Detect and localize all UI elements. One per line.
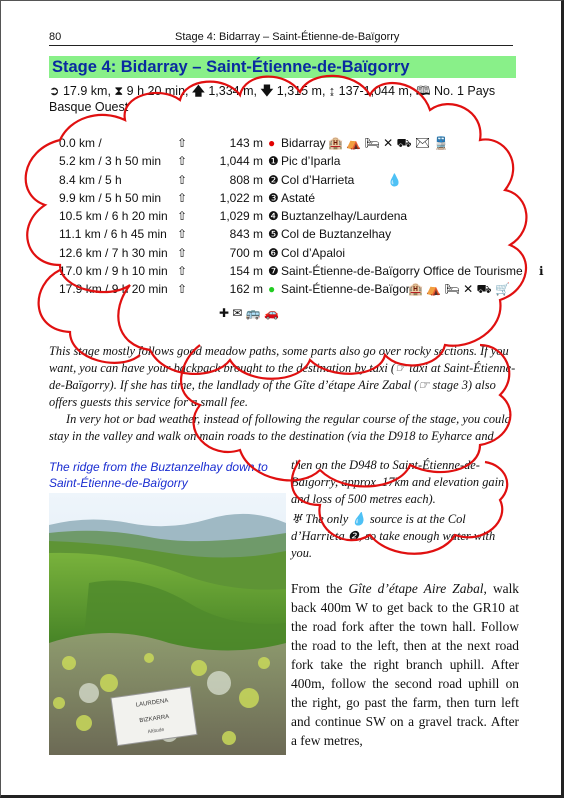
waypoint-marker: ❷ bbox=[268, 172, 279, 187]
running-title: Stage 4: Bidarray – Saint-Étienne-de-Baïgorry bbox=[175, 31, 400, 43]
facility-icons: 💧 bbox=[387, 172, 402, 187]
elevation-arrow-icon: ⇧ bbox=[177, 282, 188, 297]
elevation-arrow-icon: ⇧ bbox=[177, 227, 188, 242]
gite-name: Gîte d’étape Aire Zabal bbox=[348, 581, 484, 596]
route-row bbox=[49, 262, 544, 280]
route-distance-time: 8.4 km / 5 h bbox=[59, 172, 122, 187]
map-book-icon: 🕮 bbox=[415, 84, 431, 98]
route-table bbox=[49, 134, 544, 299]
waypoint-marker: ❶ bbox=[268, 154, 279, 169]
waypoint-name: Col d’Harrieta bbox=[281, 172, 355, 187]
waypoint-marker: ❼ bbox=[268, 264, 279, 279]
route-distance-time: 17.0 km / 9 h 10 min bbox=[59, 264, 168, 279]
sign-line-1: LAURDENA bbox=[135, 698, 169, 709]
route-row bbox=[49, 189, 529, 207]
elevation-arrow-icon: ⇧ bbox=[177, 209, 188, 224]
elevation-arrow-icon: ⇧ bbox=[177, 245, 188, 260]
waypoint-marker: ● bbox=[268, 282, 276, 297]
waypoint-marker: ❻ bbox=[268, 245, 279, 260]
descent-value: 1,315 m bbox=[276, 84, 322, 98]
facility-icons: 🏨 ⛺ 🛏 ✕ ⛟ ✉ 🚆 bbox=[328, 136, 449, 150]
descent-icon: 🡇 bbox=[260, 84, 274, 98]
waypoint-name: Pic d’Iparla bbox=[281, 154, 341, 169]
route-elevation: 700 m bbox=[229, 245, 263, 260]
stage-summary: ➲ 17.9 km, ⧗ 9 h 20 min, 🡅 1,334 m, 🡇 1,315 m, ↨ 137-1,044 m, 🕮 No. 1 Pays Basque Ouest bbox=[49, 84, 496, 114]
route-elevation: 843 m bbox=[229, 227, 263, 242]
sign-line-3: Altitude bbox=[147, 726, 165, 736]
bad-weather-paragraph: In very hot or bad weather, instead of following the regular course of the stage, you could stay in the valley and walk on main roads to the destination (via the D918 to Eyharce and bbox=[49, 412, 511, 443]
waypoint-marker: ❺ bbox=[268, 227, 279, 242]
hourglass-icon: ⧗ bbox=[114, 84, 124, 98]
route-row bbox=[49, 244, 529, 262]
waypoint-marker: ● bbox=[268, 136, 276, 150]
waypoint-name: Col de Buztanzelhay bbox=[281, 227, 392, 242]
route-elevation: 808 m bbox=[229, 172, 263, 187]
route-row bbox=[49, 207, 529, 225]
route-elevation: 154 m bbox=[229, 264, 263, 279]
waypoint-marker: ❹ bbox=[268, 209, 279, 224]
route-row bbox=[49, 225, 529, 243]
page-number: 80 bbox=[49, 31, 62, 43]
route-distance-time: 0.0 km / bbox=[59, 136, 102, 150]
ascent-icon: 🡅 bbox=[191, 84, 205, 98]
waypoint-marker: ❸ bbox=[268, 190, 279, 205]
route-row bbox=[49, 134, 529, 152]
distance-value: 17.9 km bbox=[62, 84, 108, 98]
route-elevation: 1,022 m bbox=[219, 190, 263, 205]
waypoint-name: Astaté bbox=[281, 190, 316, 205]
elevation-arrow-icon: ⇧ bbox=[177, 136, 188, 150]
sign-line-2: BIZKARRA bbox=[139, 714, 170, 725]
route-row bbox=[49, 171, 529, 189]
route-distance-time: 11.1 km / 6 h 45 min bbox=[59, 227, 167, 242]
ascent-value: 1,334 m bbox=[208, 84, 254, 98]
stage-title: Stage 4: Bidarray – Saint-Étienne-de-Baïgorry bbox=[49, 56, 516, 78]
waypoint-name: Buztanzelhay/Laurdena bbox=[281, 209, 408, 224]
water-note: ♅ The only 💧 source is at the Col d’Harrieta ❷, so take enough water with you. bbox=[291, 512, 496, 560]
map-value: No. 1 Pays Basque Ouest bbox=[49, 84, 496, 114]
photo-caption: The ridge from the Buztanzelhay down to Saint-Étienne-de-Baïgorry bbox=[49, 460, 268, 490]
route-row bbox=[49, 152, 529, 170]
altitude-range-value: 137-1,044 m bbox=[338, 84, 409, 98]
elevation-arrow-icon: ⇧ bbox=[177, 172, 188, 187]
waypoint-name: Saint-Étienne-de-Baïgorry Office de Tourisme bbox=[281, 264, 523, 279]
elevation-arrow-icon: ⇧ bbox=[177, 190, 188, 205]
waypoint-name: Col d’Apaloi bbox=[281, 245, 346, 260]
route-elevation: 162 m bbox=[229, 282, 263, 297]
distance-icon: ➲ bbox=[49, 84, 60, 98]
route-elevation: 1,044 m bbox=[219, 154, 263, 169]
running-header bbox=[49, 31, 513, 46]
time-value: 9 h 20 min bbox=[126, 84, 186, 98]
route-elevation: 1,029 m bbox=[219, 209, 263, 224]
altitude-range-icon: ↨ bbox=[328, 84, 336, 98]
route-distance-time: 12.6 km / 7 h 30 min bbox=[59, 245, 168, 260]
route-extra-symbols: ✚ ✉ 🚌 🚗 bbox=[219, 306, 279, 320]
route-description: From the Gîte d’étape Aire Zabal, walk back 400m W to get back to the GR10 at the road fork after the town hall. Follow the road to the left, then at the next road fork take the right branch uphill. After 400m, follow the second road uphill on the right, go past the farm, then turn left and continue SW on a gravel track. After a few metres, bbox=[291, 581, 519, 748]
elevation-arrow-icon: ⇧ bbox=[177, 264, 188, 279]
intro-paragraph: This stage mostly follows good meadow paths, some parts also go over rocky sections. If you want, you can have your backpack brought to the destination by taxi (☞ taxi at Saint-Étienne-de-Baïgorry). If she has time, the landlady of the Gîte d’étape Aire Zabal (☞ stage 3) also offers guests this service for a small fee. bbox=[49, 344, 516, 409]
route-distance-time: 9.9 km / 5 h 50 min bbox=[59, 190, 162, 205]
waypoint-name: Bidarray bbox=[281, 136, 326, 150]
facility-icons: ℹ bbox=[539, 264, 544, 279]
route-row bbox=[49, 280, 529, 298]
route-distance-time: 10.5 km / 6 h 20 min bbox=[59, 209, 168, 224]
elevation-arrow-icon: ⇧ bbox=[177, 154, 188, 169]
route-distance-time: 5.2 km / 3 h 50 min bbox=[59, 154, 162, 169]
route-elevation: 143 m bbox=[229, 136, 263, 150]
route-distance-time: 17.9 km / 9 h 20 min bbox=[59, 282, 168, 297]
facility-icons: 🏨 ⛺ 🛏 ✕ ⛟ 🛒 bbox=[408, 282, 510, 297]
ridge-photo bbox=[49, 493, 286, 755]
bad-weather-paragraph-continued: then on the D948 to Saint-Étienne-de-Baïgorry, approx. 17km and elevation gain and loss of 500 metres each). bbox=[291, 458, 505, 506]
waypoint-name: Saint-Étienne-de-Baïgorry bbox=[281, 282, 420, 297]
